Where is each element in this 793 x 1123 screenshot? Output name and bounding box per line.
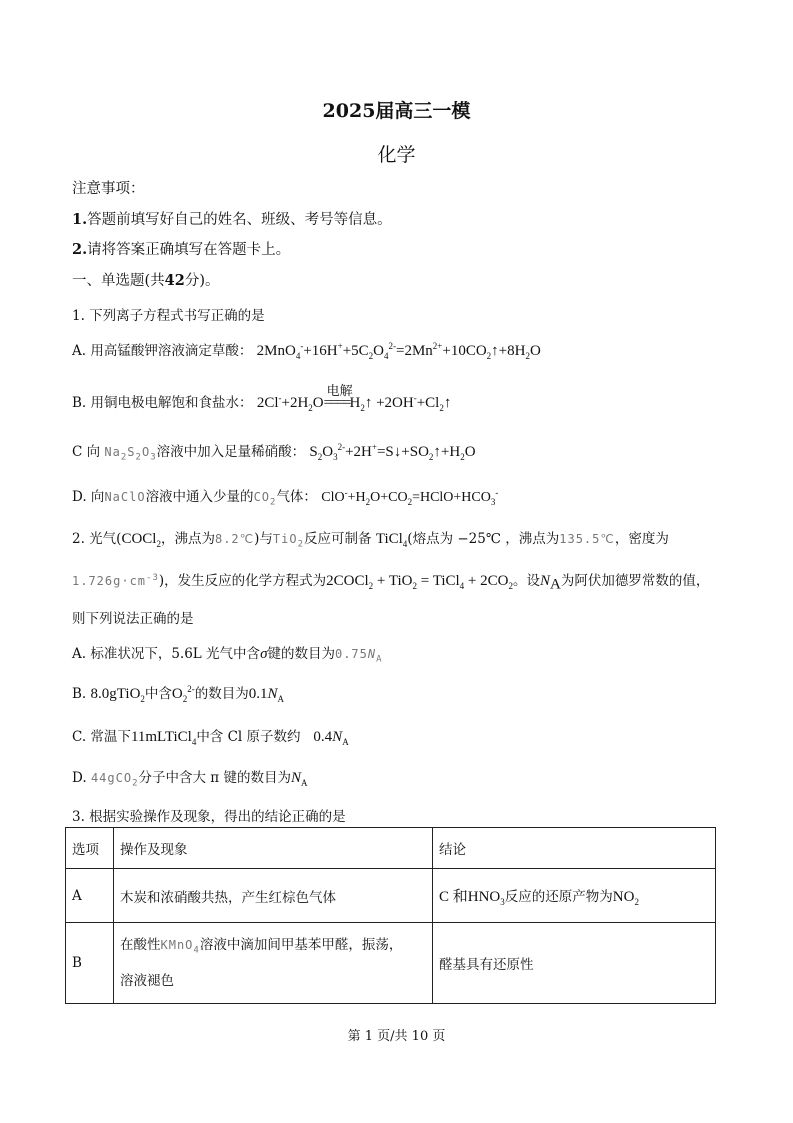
- q1-c-equation: $S_2O_3^{2-}+2H^+=S↓+SO_2↑+H_2O$: [309, 442, 476, 462]
- q2-na: N: [539, 573, 550, 589]
- note-2-number: 2.: [72, 241, 88, 258]
- q2-option-c: [72, 725, 349, 747]
- section-heading: [72, 269, 220, 290]
- section-points: 42: [164, 272, 185, 289]
- q1-option-a: [72, 339, 541, 361]
- q2-d-na: $N_A$: [290, 770, 308, 788]
- q2-b-text2: 中含: [144, 686, 172, 702]
- q2-b-text3: 的数目为: [194, 686, 249, 702]
- q2-stem8: 。设: [512, 573, 540, 589]
- q2-ticl4: TiCl$_4$: [375, 531, 408, 549]
- q2-a-value: $0.75N_A$: [334, 647, 383, 665]
- q3-stem: 3. 根据实验操作及现象，得出的结论正确的是: [72, 809, 346, 825]
- q1-option-d: [72, 485, 498, 507]
- q2-density: $1.726g\cdot cm^{-3}$: [72, 573, 159, 588]
- note-1-text: 答题前填写好自己的姓名、班级、考号等信息。: [87, 212, 392, 228]
- subject-title: 化学: [377, 144, 416, 166]
- q2-a-text: A. 标准状况下，5.6L 光气中含: [72, 646, 261, 662]
- q2-a-sigma: σ: [260, 646, 268, 662]
- electrolysis-sign: 电解 ====: [324, 395, 350, 412]
- note-1-number: 1.: [72, 211, 88, 228]
- q2-equation: 2COCl$_2$ + TiO$_2$ = TiCl$_4$ + $2CO_2$: [326, 573, 513, 591]
- note-1: [72, 208, 392, 229]
- row-b-op3: 溶液褪色: [120, 972, 174, 989]
- q2-b-mass: 8.0gTiO$_2$: [90, 686, 145, 704]
- q1-c-formula: $Na_2S_2O_3$: [104, 445, 157, 463]
- note-2: [72, 238, 290, 259]
- q2-stem5: (熔点为 −25℃ ，沸点为: [407, 531, 560, 547]
- q2-b-text: B.: [72, 686, 87, 702]
- q2-stem-line1: [72, 527, 669, 549]
- q2-bp2: 135.5℃: [559, 532, 615, 546]
- table-row: [66, 869, 716, 923]
- q2-b-value: $0.1N_A$: [248, 686, 285, 704]
- note-2-text: 请将答案正确填写在答题卡上。: [87, 242, 291, 258]
- row-b-op1: 在酸性: [120, 937, 161, 954]
- q2-d-mass: 44gCO$_2$: [90, 771, 139, 789]
- row-b-op2: 溶液中滴加间甲基苯甲醛，振荡，: [199, 937, 403, 954]
- q2-stem9: 为阿伏加德罗常数的值，: [560, 573, 710, 589]
- q2-b-ion: $O_2^{2-}$: [171, 684, 195, 704]
- q2-option-b: [72, 682, 284, 704]
- row-a-c1: C 和: [439, 888, 468, 905]
- header-conclusion: 结论: [433, 828, 716, 869]
- q2-stem10: 则下列说法正确的是: [72, 611, 194, 627]
- q1-c-text2: 溶液中加入足量稀硝酸：: [156, 444, 306, 460]
- q2-stem6: ，密度为: [614, 531, 669, 547]
- row-a-hno3: $HNO_3$: [467, 888, 505, 907]
- q2-a-text2: 键的数目为: [267, 646, 335, 662]
- row-b-option: B: [66, 923, 114, 1004]
- q1-d-text1: D. 向: [72, 489, 105, 505]
- experiment-table: [65, 827, 716, 1004]
- q1-stem: 1. 下列离子方程式书写正确的是: [72, 308, 265, 324]
- table-row: [66, 923, 716, 1004]
- q2-stem2: ，沸点为: [160, 531, 215, 547]
- q2-cocl2: COCl$_2$: [121, 531, 161, 549]
- q1-option-c: [72, 440, 476, 462]
- q1-a-text: A. 用高锰酸钾溶液滴定草酸：: [72, 343, 253, 359]
- q2-d-text2: 分子中含大 π 键的数目为: [138, 770, 291, 786]
- q1-d-co2: $CO_2$: [253, 490, 277, 508]
- q2-stem-line2: $1.726g\cdot cm^{-3}$)，发生反应的化学方程式为2COCl$_2$ + TiO$_2$ = TiCl$_4$ + $2CO_2$。设$N_A$为阿伏加德罗常数的值，: [72, 573, 710, 593]
- q2-stem7: )，发生反应的化学方程式为: [158, 573, 327, 589]
- q1-option-b: [72, 383, 452, 413]
- row-a-option: A: [66, 869, 114, 923]
- header-operation: 操作及现象: [114, 828, 433, 869]
- q2-option-d: [72, 766, 307, 788]
- q1-a-equation: $2MnO_4^-+16H^++5C_2O_4^{2-}=2Mn^{2+}+10CO_2↑+8H_2O$: [256, 341, 541, 361]
- row-a-no2: $NO_2$: [612, 888, 639, 907]
- q1-d-equation: $ClO^-+H_2O+CO_2=HClO+HCO_3^-$: [321, 487, 499, 507]
- table-header-row: [66, 828, 716, 869]
- q1-d-text3: 气体：: [276, 489, 317, 505]
- section-label: 一、单选题(共: [72, 273, 165, 289]
- q2-c-text2: 中含 Cl 原子数约: [196, 729, 301, 745]
- row-a-conclusion: [433, 869, 716, 923]
- row-b-operation: [114, 923, 433, 1004]
- header-option: 选项: [66, 828, 114, 869]
- q1-b-text: B. 用铜电极电解饱和食盐水：: [72, 395, 253, 411]
- row-a-operation: 木炭和浓硝酸共热，产生红棕色气体: [114, 869, 433, 923]
- q2-c-volume: 11mLTiCl$_4$: [130, 729, 197, 747]
- page-title: 2025届高三一模: [322, 100, 471, 122]
- q1-b-equation: $2Cl^-+2H_2O$ 电解 $====H_2↑$ $+2OH^-+Cl_2↑$: [257, 395, 452, 411]
- q1-d-text2: 溶液中通入少量的: [145, 489, 254, 505]
- q2-d-text: D.: [72, 770, 87, 786]
- electrolysis-label: 电解: [326, 383, 353, 398]
- q2-stem1: 2. 光气(: [72, 531, 122, 547]
- q2-tio2: TiO$_2$: [272, 532, 305, 550]
- q1-d-formula: NaClO: [104, 490, 146, 504]
- q2-c-value: $0.4N_A$: [313, 729, 349, 747]
- q2-stem3: )与: [254, 531, 273, 547]
- q2-stem4: 反应可制备: [304, 531, 372, 547]
- q1-c-text1: C 向: [72, 444, 101, 460]
- row-a-c3: 反应的还原产物为: [504, 888, 613, 905]
- row-b-conclusion: 醛基具有还原性: [433, 923, 716, 1004]
- q2-bp1: 8.2℃: [214, 532, 255, 546]
- row-b-kmno4: KMnO$_4$: [160, 938, 200, 956]
- q2-option-a: [72, 642, 383, 664]
- section-label-end: 分)。: [184, 273, 220, 289]
- notes-heading: 注意事项：: [72, 181, 145, 197]
- page-footer: 第 1 页/共 10 页: [347, 1029, 446, 1044]
- q2-c-text: C. 常温下: [72, 729, 131, 745]
